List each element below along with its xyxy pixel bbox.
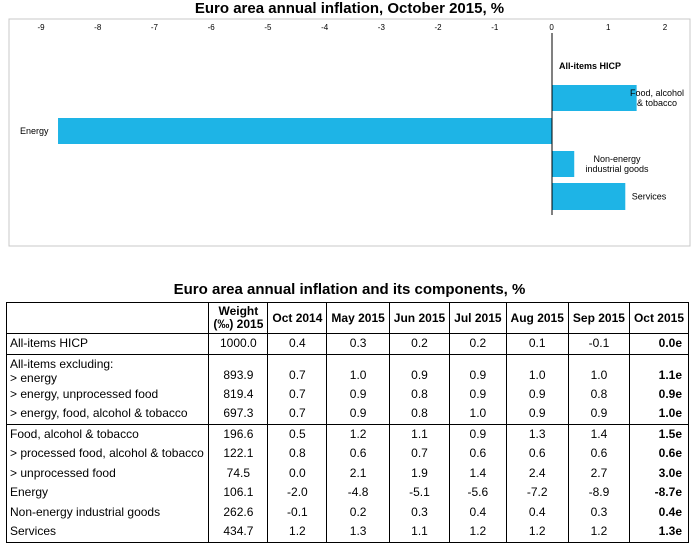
value-cell: -5.1: [389, 483, 449, 503]
value-cell-latest: -8.7e: [629, 483, 688, 503]
value-cell: 0.9: [450, 424, 506, 444]
header-aug-2015: Aug 2015: [506, 303, 568, 334]
table-row: [7, 385, 689, 405]
value-cell: 0.9: [506, 385, 568, 405]
value-cell: 0.2: [389, 334, 449, 355]
bar-energy: [58, 118, 552, 144]
value-cell: 0.9: [450, 385, 506, 405]
header-jul-2015: Jul 2015: [450, 303, 506, 334]
value-cell-latest: 0.9e: [629, 385, 688, 405]
x-tick-label: -7: [150, 23, 159, 32]
row-label: > energy, unprocessed food: [7, 385, 209, 405]
bar-label: Services: [631, 191, 667, 202]
value-cell-latest: 3.0e: [629, 464, 688, 484]
value-cell: 0.2: [450, 334, 506, 355]
weight-cell: 819.4: [209, 385, 268, 405]
value-cell: 1.4: [568, 424, 629, 444]
value-cell: 1.9: [389, 464, 449, 484]
x-tick-label: -5: [264, 23, 272, 32]
value-cell: 0.9: [389, 354, 449, 385]
value-cell: 2.4: [506, 464, 568, 484]
weight-cell: 262.6: [209, 503, 268, 523]
value-cell: 0.4: [268, 334, 327, 355]
weight-cell: 893.9: [209, 354, 268, 385]
bar-food-alcohol-tobacco: [552, 85, 637, 111]
weight-cell: 122.1: [209, 444, 268, 464]
x-tick-label: 1: [606, 23, 611, 32]
table-row: [7, 464, 689, 484]
inflation-table: [6, 302, 689, 543]
x-tick-label: -2: [434, 23, 442, 32]
bar-label: Energy: [20, 126, 49, 136]
value-cell: 0.6: [327, 444, 389, 464]
row-label: Food, alcohol & tobacco: [7, 424, 209, 444]
value-cell: 0.8: [389, 385, 449, 405]
table-row: [7, 503, 689, 523]
value-cell: 0.7: [389, 444, 449, 464]
value-cell: 1.0: [450, 404, 506, 424]
row-label: All-items excluding: > energy: [7, 354, 209, 385]
value-cell: 0.8: [568, 385, 629, 405]
x-tick-label: -9: [37, 23, 45, 32]
row-label: Services: [7, 522, 209, 542]
value-cell: 1.0: [506, 354, 568, 385]
table-row: [7, 444, 689, 464]
value-cell: 0.7: [268, 385, 327, 405]
value-cell-latest: 1.0e: [629, 404, 688, 424]
value-cell-latest: 1.1e: [629, 354, 688, 385]
value-cell: -4.8: [327, 483, 389, 503]
row-label: > processed food, alcohol & tobacco: [7, 444, 209, 464]
table-row: [7, 404, 689, 424]
header-label-col: [7, 303, 209, 334]
header-jun-2015: Jun 2015: [389, 303, 449, 334]
value-cell: 1.4: [450, 464, 506, 484]
value-cell: -8.9: [568, 483, 629, 503]
value-cell: -0.1: [568, 334, 629, 355]
value-cell: 0.9: [568, 404, 629, 424]
value-cell: 0.3: [327, 334, 389, 355]
header-oct-2015: Oct 2015: [629, 303, 688, 334]
table-header-row: [7, 303, 689, 334]
value-cell: -2.0: [268, 483, 327, 503]
value-cell: 0.7: [268, 354, 327, 385]
bar-label: Non-energy industrial goods: [585, 154, 649, 174]
weight-cell: 106.1: [209, 483, 268, 503]
value-cell: 0.9: [327, 385, 389, 405]
header-sep-2015: Sep 2015: [568, 303, 629, 334]
row-label: > unprocessed food: [7, 464, 209, 484]
value-cell-latest: 1.5e: [629, 424, 688, 444]
value-cell: -0.1: [268, 503, 327, 523]
value-cell: 1.3: [506, 424, 568, 444]
value-cell: 1.2: [506, 522, 568, 542]
x-tick-label: -8: [94, 23, 102, 32]
weight-cell: 434.7: [209, 522, 268, 542]
weight-cell: 196.6: [209, 424, 268, 444]
row-label: > energy, food, alcohol & tobacco: [7, 404, 209, 424]
bar-label: Food, alcohol & tobacco: [629, 88, 685, 108]
x-tick-label: 0: [549, 23, 554, 32]
x-tick-label: -3: [377, 23, 385, 32]
table-row: [7, 522, 689, 542]
value-cell: 0.9: [327, 404, 389, 424]
value-cell: 1.1: [389, 424, 449, 444]
table-row: [7, 354, 689, 385]
value-cell: -5.6: [450, 483, 506, 503]
x-axis-ticks: [37, 23, 667, 32]
value-cell: 0.3: [568, 503, 629, 523]
bar-non-energy-industrial-goods: [552, 151, 575, 177]
value-cell: 0.6: [568, 444, 629, 464]
table-row: [7, 334, 689, 355]
table-title: Euro area annual inflation and its components, %: [173, 281, 526, 298]
value-cell: 0.8: [389, 404, 449, 424]
value-cell: 1.1: [389, 522, 449, 542]
row-label: Energy: [7, 483, 209, 503]
value-cell: 0.6: [506, 444, 568, 464]
value-cell: 0.5: [268, 424, 327, 444]
value-cell: 0.9: [506, 404, 568, 424]
value-cell: 0.1: [506, 334, 568, 355]
header-weight: Weight (‰) 2015: [209, 303, 268, 334]
value-cell: 1.2: [268, 522, 327, 542]
value-cell: 0.6: [450, 444, 506, 464]
group-label: All-items excluding:: [10, 356, 114, 371]
header-oct-2014: Oct 2014: [268, 303, 327, 334]
weight-cell: 697.3: [209, 404, 268, 424]
value-cell: 1.0: [568, 354, 629, 385]
weight-cell: 1000.0: [209, 334, 268, 355]
value-cell-latest: 1.3e: [629, 522, 688, 542]
value-cell: 0.8: [268, 444, 327, 464]
value-cell: 0.7: [268, 404, 327, 424]
value-cell: 1.2: [450, 522, 506, 542]
x-tick-label: -1: [491, 23, 499, 32]
row-label: Non-energy industrial goods: [7, 503, 209, 523]
value-cell: 1.2: [327, 424, 389, 444]
value-cell-latest: 0.4e: [629, 503, 688, 523]
value-cell-latest: 0.6e: [629, 444, 688, 464]
value-cell: 0.9: [450, 354, 506, 385]
value-cell: 0.4: [450, 503, 506, 523]
value-cell: 0.3: [389, 503, 449, 523]
value-cell: 1.2: [568, 522, 629, 542]
x-tick-label: 2: [662, 23, 668, 32]
value-cell: -7.2: [506, 483, 568, 503]
table-row: [7, 424, 689, 444]
chart-title: Euro area annual inflation, October 2015, %: [194, 0, 505, 17]
value-cell: 1.3: [327, 522, 389, 542]
x-tick-label: -4: [321, 23, 329, 32]
value-cell: 1.0: [327, 354, 389, 385]
bar-services: [552, 183, 626, 210]
value-cell: 2.7: [568, 464, 629, 484]
value-cell: 0.0: [268, 464, 327, 484]
value-cell: 2.1: [327, 464, 389, 484]
overall-hicp-label: All-items HICP: [559, 61, 622, 71]
table-row: [7, 483, 689, 503]
bars: [20, 85, 684, 210]
x-tick-label: -6: [207, 23, 215, 32]
value-cell-latest: 0.0e: [629, 334, 688, 355]
weight-cell: 74.5: [209, 464, 268, 484]
row-label: All-items HICP: [7, 334, 209, 355]
header-may-2015: May 2015: [327, 303, 389, 334]
value-cell: 0.2: [327, 503, 389, 523]
value-cell: 0.4: [506, 503, 568, 523]
